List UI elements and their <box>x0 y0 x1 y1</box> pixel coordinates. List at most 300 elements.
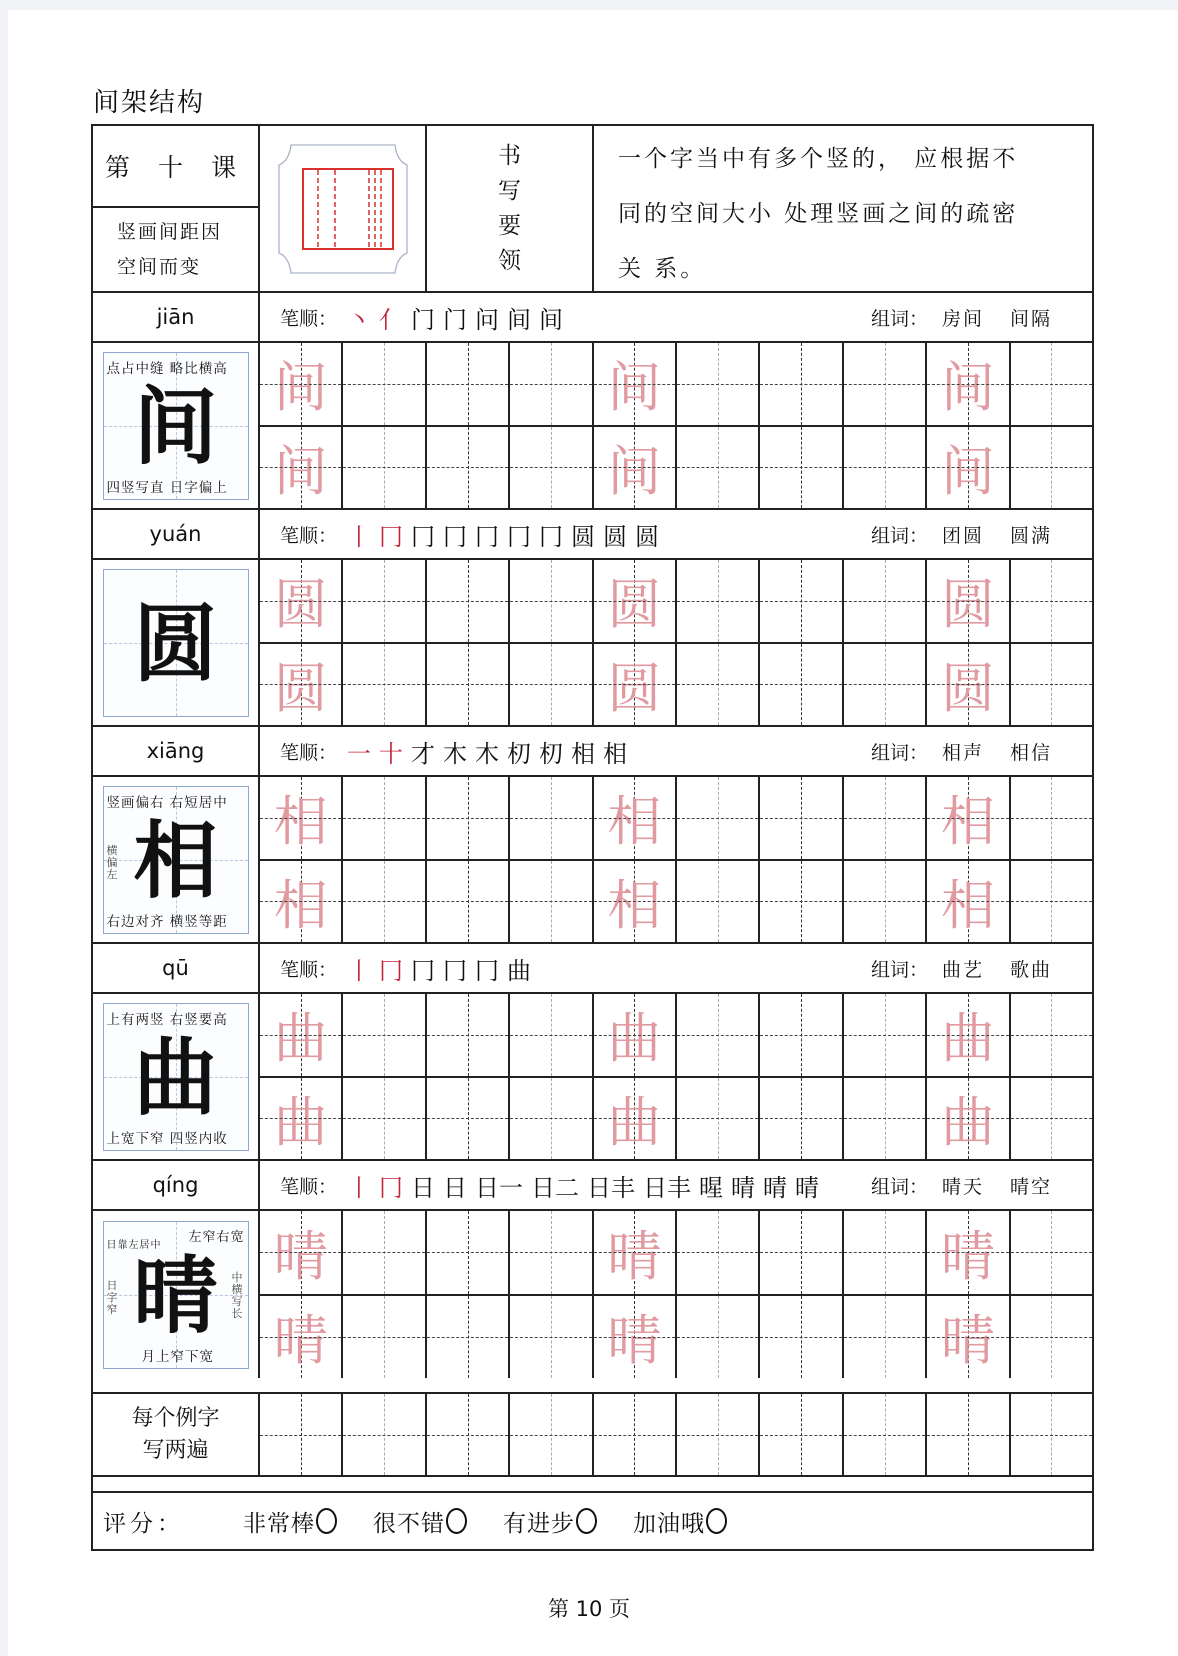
stroke-step: 晴 <box>731 1173 756 1202</box>
writing-cell[interactable] <box>594 1211 677 1294</box>
writing-cell[interactable] <box>594 644 677 726</box>
model-tip-top-right: 左窄右宽 <box>188 1229 245 1245</box>
writing-cell[interactable] <box>510 1394 593 1475</box>
circle-checkbox-icon[interactable] <box>706 1508 727 1534</box>
writing-cell[interactable] <box>594 777 677 859</box>
score-option-improving[interactable] <box>503 1505 597 1538</box>
writing-cell[interactable] <box>927 1078 1010 1160</box>
score-option-label: 非常棒 <box>243 1510 315 1537</box>
stroke-step: 门 <box>443 305 468 334</box>
writing-cell[interactable] <box>427 777 510 859</box>
writing-cell[interactable] <box>927 560 1010 642</box>
grid-line <box>260 861 1092 943</box>
model-character-panel <box>93 1211 260 1378</box>
writing-grid <box>260 1211 1092 1378</box>
vocabulary <box>871 510 1052 558</box>
trace-character: 晴 <box>273 1224 328 1288</box>
model-side-note: 中横写长 <box>231 1270 243 1320</box>
stroke-step: 冂 <box>475 956 500 985</box>
model-character-panel <box>93 777 260 942</box>
writing-cell[interactable] <box>844 1078 927 1160</box>
model-character-panel <box>93 343 260 508</box>
writing-cell[interactable] <box>760 861 843 943</box>
writing-cell[interactable] <box>677 994 760 1076</box>
writing-cell[interactable] <box>427 1211 510 1294</box>
writing-cell[interactable] <box>427 861 510 943</box>
trace-character: 相 <box>273 790 328 854</box>
vocabulary <box>871 293 1052 341</box>
writing-cell[interactable] <box>594 1394 677 1475</box>
writing-cell[interactable] <box>677 427 760 509</box>
stroke-step: 日丰 <box>643 1173 692 1202</box>
score-option-label: 加油哦 <box>633 1510 705 1537</box>
word: 曲艺 <box>941 958 984 981</box>
page-title: 间架结构 <box>93 88 206 118</box>
trace-character: 间 <box>607 356 662 420</box>
score-option-excellent[interactable] <box>243 1505 337 1538</box>
model-tip-bottom: 上宽下窄 四竖内收 <box>106 1130 228 1147</box>
practice-grid <box>260 1394 1092 1475</box>
writing-cell[interactable] <box>927 994 1010 1076</box>
stroke-step: 朷 <box>539 739 564 768</box>
trace-character: 间 <box>273 356 328 420</box>
writing-grid <box>260 343 1092 508</box>
model-tip-top: 点占中缝 略比横高 <box>106 360 228 377</box>
model-character-box <box>103 1221 249 1369</box>
trace-character: 间 <box>273 439 328 503</box>
model-character: 圆 <box>133 593 218 693</box>
words-label: 组词： <box>870 307 928 330</box>
pinyin: qíng <box>93 1161 260 1209</box>
writing-cell[interactable] <box>927 1394 1010 1475</box>
word: 相信 <box>1009 741 1052 764</box>
writing-cell[interactable] <box>927 777 1010 859</box>
practice-row <box>93 1394 1092 1477</box>
trace-character: 曲 <box>273 1090 328 1154</box>
writing-cell[interactable] <box>260 644 343 726</box>
writing-cell[interactable] <box>927 861 1010 943</box>
writing-cell[interactable] <box>427 1394 510 1475</box>
vocabulary <box>871 944 1052 992</box>
model-character-box <box>103 569 249 717</box>
word: 晴天 <box>941 1175 984 1198</box>
writing-cell[interactable] <box>760 1078 843 1160</box>
writing-cell[interactable] <box>1011 1394 1092 1475</box>
writing-cell[interactable] <box>594 427 677 509</box>
stroke-step: 冂 <box>379 956 404 985</box>
writing-cell[interactable] <box>260 994 343 1076</box>
stroke-step: 才 <box>411 739 436 768</box>
circle-checkbox-icon[interactable] <box>446 1508 467 1534</box>
grid-line <box>260 1211 1092 1296</box>
stroke-order-label: 笔顺： <box>280 524 338 547</box>
writing-cell[interactable] <box>260 1078 343 1160</box>
score-option-label: 很不错 <box>373 1510 445 1537</box>
writing-cell[interactable] <box>594 1296 677 1379</box>
score-option-good[interactable] <box>373 1505 467 1538</box>
char-info-row <box>93 727 1092 777</box>
writing-essentials-label <box>427 126 594 291</box>
grid-line <box>260 343 1092 427</box>
writing-cell[interactable] <box>760 1211 843 1294</box>
writing-cell[interactable] <box>1011 343 1092 425</box>
tips-line: 一个字当中有多个竖的， 应根据不 <box>618 146 1019 172</box>
lesson-number: 第 十 课 <box>93 126 258 208</box>
tips-line: 同的空间大小 处理竖画之间的疏密 <box>618 201 1019 227</box>
trace-character: 圆 <box>273 656 328 720</box>
char-practice-row <box>93 1211 1092 1378</box>
char-info-row <box>93 944 1092 994</box>
writing-grid <box>260 994 1092 1159</box>
writing-cell[interactable] <box>510 1078 593 1160</box>
trace-character: 间 <box>607 439 662 503</box>
char-info-row <box>93 510 1092 560</box>
writing-cell[interactable] <box>343 1078 426 1160</box>
model-tip-top: 上有两竖 右竖要高 <box>106 1011 228 1028</box>
label-char: 书 <box>498 142 521 169</box>
writing-cell[interactable] <box>260 1394 343 1475</box>
writing-cell[interactable] <box>927 1211 1010 1294</box>
writing-cell[interactable] <box>343 427 426 509</box>
stroke-order-label: 笔顺： <box>280 741 338 764</box>
stroke-step: 朷 <box>507 739 532 768</box>
pinyin: qū <box>93 944 260 992</box>
writing-cell[interactable] <box>594 994 677 1076</box>
stroke-step: 晴 <box>763 1173 788 1202</box>
writing-cell[interactable] <box>1011 644 1092 726</box>
vocabulary <box>871 1161 1052 1209</box>
trace-character: 曲 <box>940 1007 995 1071</box>
writing-cell[interactable] <box>760 343 843 425</box>
model-character-box <box>103 352 249 500</box>
stroke-step: 间 <box>507 305 532 334</box>
trace-character: 晴 <box>607 1309 662 1373</box>
trace-character: 晴 <box>273 1309 328 1373</box>
stroke-step: 冂 <box>411 956 436 985</box>
model-character-box <box>103 786 249 934</box>
writing-cell[interactable] <box>760 1296 843 1379</box>
grid-line <box>260 644 1092 726</box>
trace-character: 曲 <box>607 1007 662 1071</box>
stroke-step: 日 <box>411 1173 436 1202</box>
writing-tips <box>594 126 1092 291</box>
stroke-step: 暒 <box>699 1173 724 1202</box>
writing-cell[interactable] <box>1011 560 1092 642</box>
model-tip-top: 日靠左居中 <box>106 1239 162 1251</box>
writing-cell[interactable] <box>343 1296 426 1379</box>
trace-character: 曲 <box>940 1090 995 1154</box>
pinyin: yuán <box>93 510 260 558</box>
grid-line <box>260 1078 1092 1160</box>
writing-cell[interactable] <box>260 560 343 642</box>
lesson-header <box>93 126 1092 293</box>
writing-cell[interactable] <box>677 1394 760 1475</box>
score-option-label: 有进步 <box>503 1510 575 1537</box>
writing-cell[interactable] <box>343 343 426 425</box>
writing-cell[interactable] <box>427 1078 510 1160</box>
label-char: 要 <box>498 212 521 239</box>
stroke-step: 冂 <box>443 956 468 985</box>
stroke-step: 圆 <box>635 522 660 551</box>
trace-character: 曲 <box>607 1090 662 1154</box>
model-tip-top: 竖画偏右 右短居中 <box>106 794 228 811</box>
grid-line <box>260 427 1092 509</box>
trace-character: 相 <box>273 873 328 937</box>
writing-cell[interactable] <box>1011 1078 1092 1160</box>
writing-cell[interactable] <box>594 343 677 425</box>
trace-character: 相 <box>940 790 995 854</box>
writing-cell[interactable] <box>844 1394 927 1475</box>
writing-cell[interactable] <box>927 644 1010 726</box>
stroke-step: 亻 <box>379 305 404 334</box>
stroke-step: 木 <box>475 739 500 768</box>
score-label: 评分： <box>103 1510 184 1537</box>
writing-cell[interactable] <box>1011 777 1092 859</box>
writing-cell[interactable] <box>677 644 760 726</box>
grid-line <box>260 1296 1092 1379</box>
stroke-order-label: 笔顺： <box>280 307 338 330</box>
word: 相声 <box>941 741 984 764</box>
char-info-row <box>93 293 1092 343</box>
char-practice-row <box>93 560 1092 727</box>
stroke-steps <box>347 1168 819 1203</box>
model-character: 晴 <box>133 1245 218 1345</box>
writing-cell[interactable] <box>1011 994 1092 1076</box>
writing-cell[interactable] <box>677 1296 760 1379</box>
writing-cell[interactable] <box>844 777 927 859</box>
stroke-step: 木 <box>443 739 468 768</box>
writing-cell[interactable] <box>510 427 593 509</box>
char-practice-row <box>93 777 1092 944</box>
writing-grid <box>260 777 1092 942</box>
model-tip-bottom: 月上窄下宽 <box>141 1348 214 1365</box>
writing-cell[interactable] <box>343 994 426 1076</box>
writing-cell[interactable] <box>427 343 510 425</box>
writing-cell[interactable] <box>844 861 927 943</box>
writing-cell[interactable] <box>427 1296 510 1379</box>
score-option-keep-going[interactable] <box>633 1505 727 1538</box>
practice-label-line: 每个例字 <box>131 1405 220 1431</box>
page-number: 第 10 页 <box>547 1597 631 1621</box>
writing-cell[interactable] <box>1011 427 1092 509</box>
trace-character: 圆 <box>940 573 995 637</box>
pinyin: jiān <box>93 293 260 341</box>
writing-cell[interactable] <box>343 861 426 943</box>
stroke-step: 相 <box>603 739 628 768</box>
writing-cell[interactable] <box>927 343 1010 425</box>
writing-cell[interactable] <box>260 343 343 425</box>
char-practice-row <box>93 994 1092 1161</box>
trace-character: 圆 <box>607 656 662 720</box>
writing-cell[interactable] <box>760 1394 843 1475</box>
stroke-step: 一 <box>347 739 372 768</box>
writing-cell[interactable] <box>260 1211 343 1294</box>
grid-line <box>260 560 1092 644</box>
writing-cell[interactable] <box>510 861 593 943</box>
trace-character: 晴 <box>607 1224 662 1288</box>
lesson-info <box>93 126 260 291</box>
model-side-note: 日字窄 <box>106 1278 118 1316</box>
stroke-step: 冂 <box>379 522 404 551</box>
stroke-step: 冂 <box>379 1173 404 1202</box>
word: 间隔 <box>1009 307 1052 330</box>
writing-cell[interactable] <box>510 1211 593 1294</box>
writing-cell[interactable] <box>510 994 593 1076</box>
trace-character: 晴 <box>940 1309 995 1373</box>
writing-cell[interactable] <box>844 560 927 642</box>
practice-label <box>93 1394 260 1475</box>
writing-cell[interactable] <box>594 1078 677 1160</box>
stroke-step: 冂 <box>539 522 564 551</box>
writing-cell[interactable] <box>343 560 426 642</box>
writing-cell[interactable] <box>844 343 927 425</box>
model-side-note: 横偏左 <box>106 843 118 881</box>
stroke-step: 冂 <box>411 522 436 551</box>
writing-cell[interactable] <box>927 427 1010 509</box>
stroke-steps <box>347 517 659 552</box>
lesson-subtitle-line: 空间而变 <box>117 255 202 278</box>
writing-cell[interactable] <box>343 1211 426 1294</box>
writing-cell[interactable] <box>510 560 593 642</box>
model-character: 相 <box>133 810 218 910</box>
writing-cell[interactable] <box>427 560 510 642</box>
words-label: 组词： <box>870 1175 928 1198</box>
practice-label-line: 写两遍 <box>142 1437 209 1463</box>
writing-cell[interactable] <box>1011 861 1092 943</box>
word: 晴空 <box>1009 1175 1052 1198</box>
words-label: 组词： <box>870 741 928 764</box>
lesson-subtitle <box>93 208 258 291</box>
model-tip-bottom: 四竖写直 日字偏上 <box>106 479 228 496</box>
model-character-panel <box>93 560 260 725</box>
stroke-step: 晴 <box>795 1173 820 1202</box>
writing-cell[interactable] <box>343 777 426 859</box>
spacer-row <box>93 1477 1092 1493</box>
writing-cell[interactable] <box>677 777 760 859</box>
writing-cell[interactable] <box>510 1296 593 1379</box>
stroke-step: 日 <box>443 1173 468 1202</box>
words-label: 组词： <box>870 958 928 981</box>
writing-cell[interactable] <box>1011 1211 1092 1294</box>
trace-character: 晴 <box>940 1224 995 1288</box>
stroke-step: 日丰 <box>587 1173 636 1202</box>
writing-cell[interactable] <box>343 644 426 726</box>
stroke-step: 冂 <box>507 522 532 551</box>
writing-cell[interactable] <box>343 1394 426 1475</box>
model-character-box <box>103 1003 249 1151</box>
writing-cell[interactable] <box>510 644 593 726</box>
stroke-steps <box>347 734 627 769</box>
stroke-step: 日二 <box>531 1173 580 1202</box>
stroke-steps <box>347 300 563 335</box>
stroke-step: 门 <box>411 305 436 334</box>
stroke-step: 间 <box>539 305 564 334</box>
trace-character: 圆 <box>273 573 328 637</box>
word: 房间 <box>941 307 984 330</box>
writing-cell[interactable] <box>677 1078 760 1160</box>
grid-line <box>260 994 1092 1078</box>
word: 圆满 <box>1009 524 1052 547</box>
stroke-step: 问 <box>475 305 500 334</box>
trace-character: 曲 <box>273 1007 328 1071</box>
writing-cell[interactable] <box>844 427 927 509</box>
stroke-step: 冂 <box>443 522 468 551</box>
model-character: 间 <box>133 376 218 476</box>
trace-character: 圆 <box>940 656 995 720</box>
writing-cell[interactable] <box>677 343 760 425</box>
model-tip-bottom: 右边对齐 横竖等距 <box>106 913 228 930</box>
writing-cell[interactable] <box>844 1211 927 1294</box>
stroke-step: 冂 <box>475 522 500 551</box>
writing-cell[interactable] <box>760 777 843 859</box>
trace-character: 相 <box>607 790 662 854</box>
writing-cell[interactable] <box>594 560 677 642</box>
trace-character: 圆 <box>607 573 662 637</box>
worksheet-table <box>91 124 1094 1551</box>
writing-cell[interactable] <box>760 427 843 509</box>
spacer-row <box>93 1378 1092 1394</box>
writing-cell[interactable] <box>510 343 593 425</box>
writing-cell[interactable] <box>844 994 927 1076</box>
writing-cell[interactable] <box>760 560 843 642</box>
writing-cell[interactable] <box>760 994 843 1076</box>
char-info-row <box>93 1161 1092 1211</box>
writing-cell[interactable] <box>760 644 843 726</box>
circle-checkbox-icon[interactable] <box>576 1508 597 1534</box>
stroke-order-label: 笔顺： <box>280 958 338 981</box>
words-label: 组词： <box>870 524 928 547</box>
stroke-step: 丨 <box>347 956 372 985</box>
writing-cell[interactable] <box>510 777 593 859</box>
writing-cell[interactable] <box>427 427 510 509</box>
writing-cell[interactable] <box>260 427 343 509</box>
writing-cell[interactable] <box>677 560 760 642</box>
writing-cell[interactable] <box>260 777 343 859</box>
stroke-step: 日一 <box>475 1173 524 1202</box>
writing-grid <box>260 560 1092 725</box>
writing-cell[interactable] <box>427 994 510 1076</box>
char-practice-row <box>93 343 1092 510</box>
writing-cell[interactable] <box>677 1211 760 1294</box>
grid-line <box>260 777 1092 861</box>
writing-cell[interactable] <box>260 861 343 943</box>
word: 歌曲 <box>1009 958 1052 981</box>
model-character-panel <box>93 994 260 1159</box>
writing-cell[interactable] <box>844 1296 927 1379</box>
writing-cell[interactable] <box>844 644 927 726</box>
writing-cell[interactable] <box>594 861 677 943</box>
lesson-subtitle-line: 竖画间距因 <box>117 220 223 243</box>
writing-cell[interactable] <box>677 861 760 943</box>
stroke-order-label: 笔顺： <box>280 1175 338 1198</box>
trace-character: 间 <box>940 356 995 420</box>
tips-line: 关 系。 <box>618 256 707 282</box>
stroke-step: 圆 <box>603 522 628 551</box>
trace-character: 间 <box>940 439 995 503</box>
stroke-step: 圆 <box>571 522 596 551</box>
stroke-step: 丶 <box>347 305 372 334</box>
writing-cell[interactable] <box>427 644 510 726</box>
writing-cell[interactable] <box>260 1296 343 1379</box>
writing-cell[interactable] <box>1011 1296 1092 1379</box>
stroke-step: 十 <box>379 739 404 768</box>
label-char: 写 <box>498 177 521 204</box>
stroke-step: 丨 <box>347 522 372 551</box>
model-character: 曲 <box>133 1027 218 1127</box>
circle-checkbox-icon[interactable] <box>316 1508 337 1534</box>
word: 团圆 <box>941 524 984 547</box>
writing-cell[interactable] <box>927 1296 1010 1379</box>
